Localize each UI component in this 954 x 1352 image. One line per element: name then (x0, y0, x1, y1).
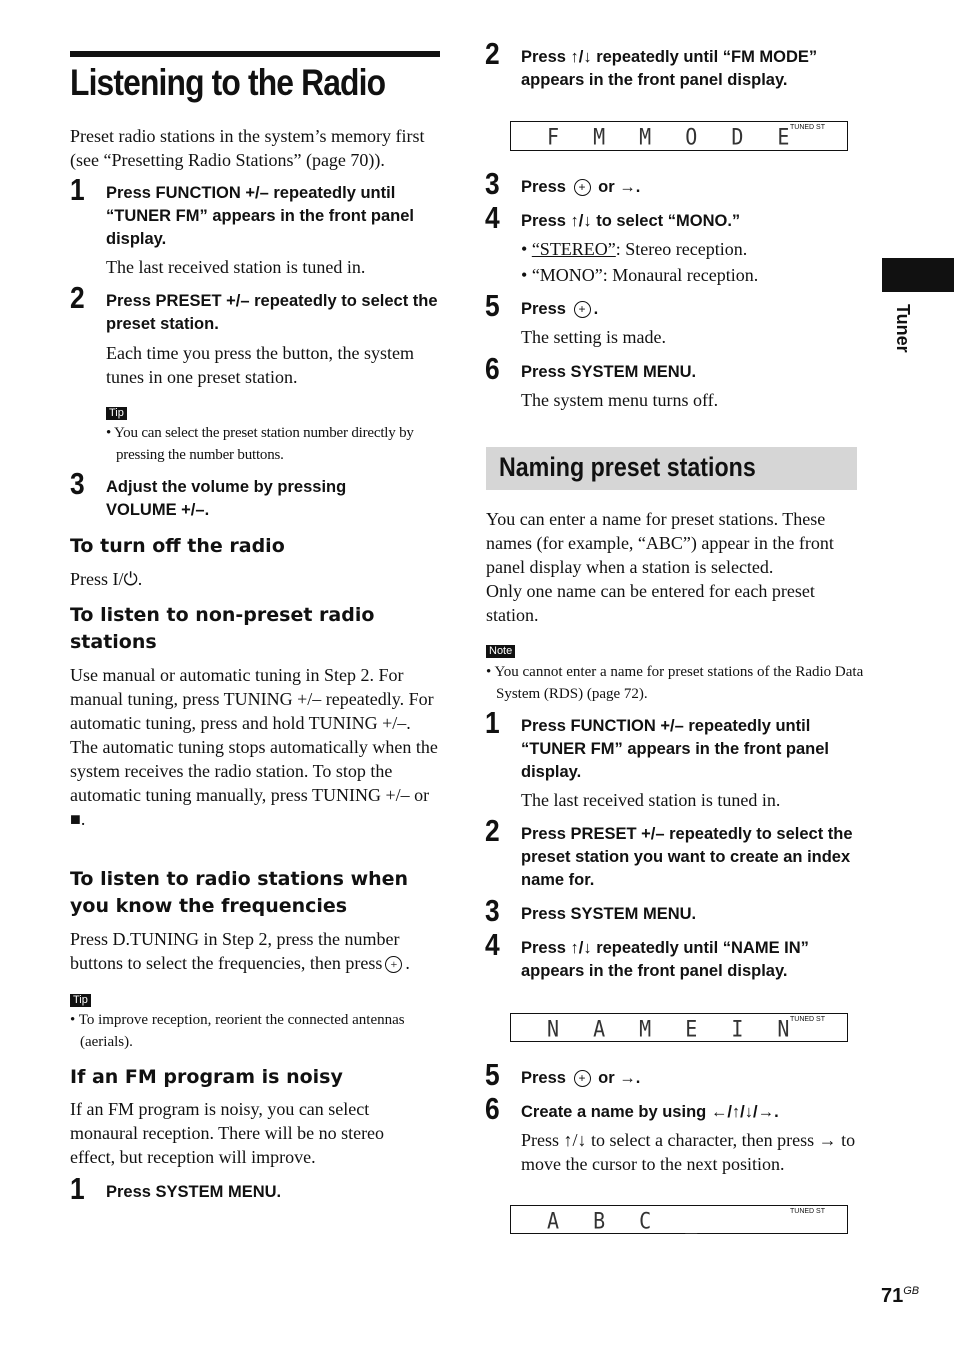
tip-badge: Tip (70, 994, 91, 1007)
step-text-pre: Press (521, 300, 566, 318)
section-tab-marker (882, 258, 954, 292)
frequencies-heading: To listen to radio stations when you know the frequencies (70, 868, 409, 917)
noisy-heading: If an FM program is noisy (70, 1066, 343, 1088)
page-number (881, 1285, 919, 1308)
enter-icon: + (574, 301, 591, 318)
step-text: Create a name by using ←/↑/↓/→. (521, 1103, 779, 1121)
step-text: Press SYSTEM MENU. (521, 905, 697, 923)
default-option-label: “STEREO” (531, 239, 616, 259)
lcd-text: N A M E I N (547, 1015, 801, 1043)
step-text: Press FUNCTION +/– repeatedly until “TUNER FM” appears in the front panel display. (521, 717, 830, 781)
step-text-post: . (593, 300, 599, 318)
step-text (521, 176, 640, 199)
step-text: Press SYSTEM MENU. (521, 363, 697, 381)
frequencies-body: Press D.TUNING in Step 2, press the number buttons to select the frequencies, then press (70, 929, 400, 973)
step-note: The last received station is tuned in. (106, 257, 366, 277)
tip-badge: Tip (106, 407, 127, 420)
turn-off-text (70, 567, 142, 591)
step-text: Press PRESET +/– repeatedly to select the preset station you want to create an index name for. (521, 825, 853, 889)
step-note: Press ↑/↓ to select a character, then press → to move the cursor to the next position. (521, 1130, 856, 1174)
step-text-post: or →. (598, 178, 641, 196)
step-text: Press FUNCTION +/– repeatedly until “TUNER FM” appears in the front panel display. (106, 184, 415, 248)
turn-off-heading: To turn off the radio (70, 535, 285, 557)
step-note: The system menu turns off. (521, 390, 719, 410)
step-text: Press SYSTEM MENU. (106, 1183, 282, 1201)
step-text (521, 298, 598, 321)
option-desc: “MONO”: Monaural reception. (531, 265, 759, 285)
step-number: 3 (485, 893, 500, 928)
step-number: 1 (70, 172, 85, 207)
non-preset-heading: To listen to non-preset radio stations (70, 604, 375, 653)
title-rule (70, 51, 440, 57)
step-number: 5 (485, 288, 500, 323)
lcd-tuned-indicator: TUNED ST (790, 1016, 825, 1023)
step-text: Press ↑/↓ repeatedly until “NAME IN” appears in the front panel display. (521, 939, 809, 980)
note-badge: Note (486, 645, 515, 658)
step-number: 1 (485, 705, 500, 740)
lcd-text: F M M O D E (547, 123, 801, 151)
step-text: Press PRESET +/– repeatedly to select the preset station. (106, 292, 438, 333)
mono-option-mono: • “MONO”: Monaural reception. (521, 265, 759, 285)
step-number: 3 (485, 166, 500, 201)
step-number: 2 (485, 813, 500, 848)
section-heading-band (486, 447, 857, 490)
lcd-tuned-indicator: TUNED ST (790, 124, 825, 131)
enter-icon: + (574, 179, 591, 196)
lcd-display-name-in (510, 1013, 848, 1042)
mono-option-stereo: • “STEREO”: Stereo reception. (521, 239, 748, 259)
step-number: 4 (485, 200, 500, 235)
step-text (521, 1067, 640, 1090)
step-note: The last received station is tuned in. (521, 790, 781, 810)
page-title: Listening to the Radio (70, 62, 386, 103)
step-note: The setting is made. (521, 327, 666, 347)
step-number: 4 (485, 927, 500, 962)
enter-icon: + (385, 956, 402, 973)
lcd-tuned-indicator: TUNED ST (790, 1208, 825, 1215)
enter-icon: + (574, 1070, 591, 1087)
turn-off-prefix: Press (70, 569, 113, 589)
step-note: Each time you press the button, the system tunes in one preset station. (106, 343, 414, 387)
step-number: 6 (485, 1091, 500, 1126)
step-number: 6 (485, 351, 500, 386)
naming-text-2: Only one name can be entered for each preset station. (486, 581, 815, 625)
step-text: Press ↑/↓ repeatedly until “FM MODE” appears in the front panel display. (521, 48, 818, 89)
step-number: 2 (70, 280, 85, 315)
step-text-pre: Press (521, 1069, 566, 1087)
note-text: • You cannot enter a name for preset stations of the Radio Data System (RDS) (page 72). (486, 664, 864, 702)
step-text-post: or →. (598, 1069, 641, 1087)
step-text: Adjust the volume by pressing VOLUME +/–. (106, 478, 347, 519)
power-icon: I/⏻ (112, 569, 138, 589)
step-text-pre: Press (521, 178, 566, 196)
non-preset-text: Use manual or automatic tuning in Step 2. For manual tuning, press TUNING +/– repeatedly. For automatic tuning, press and hold TUNING +/–. The automatic tuning stops automatically when the system receives the radio station. To stop the automatic tuning manually, press TUNING +/– or ■. (70, 665, 438, 829)
naming-text: You can enter a name for preset stations. These names (for example, “ABC”) appear in the front panel display when a station is selected. (486, 509, 834, 577)
page-number-suffix: GB (903, 1285, 920, 1297)
lcd-display-fm-mode (510, 121, 848, 151)
frequencies-suffix: . (405, 953, 410, 973)
step-number: 5 (485, 1057, 500, 1092)
option-desc: : Stereo reception. (615, 239, 748, 259)
lcd-display-abc (510, 1205, 848, 1234)
intro-text: Preset radio stations in the system’s memory first (see “Presetting Radio Stations” (page 70)). (70, 126, 425, 170)
section-tab-label: Tuner (893, 304, 913, 353)
naming-heading: Naming preset stations (499, 452, 756, 482)
tip-text: • To improve reception, reorient the connected antennas (aerials). (70, 1012, 405, 1050)
page-number-value: 71 (881, 1285, 904, 1307)
lcd-text: A B C _ (547, 1207, 709, 1235)
step-text: Press ↑/↓ to select “MONO.” (521, 212, 741, 230)
noisy-text: If an FM program is noisy, you can select monaural reception. There will be no stereo effect, but reception will improve. (70, 1099, 385, 1167)
step-number: 1 (70, 1171, 85, 1206)
tip-text: • You can select the preset station number directly by pressing the number buttons. (106, 425, 414, 463)
step-number: 2 (485, 36, 500, 71)
turn-off-suffix: . (137, 569, 143, 589)
step-number: 3 (70, 466, 85, 501)
frequencies-text (70, 927, 442, 975)
